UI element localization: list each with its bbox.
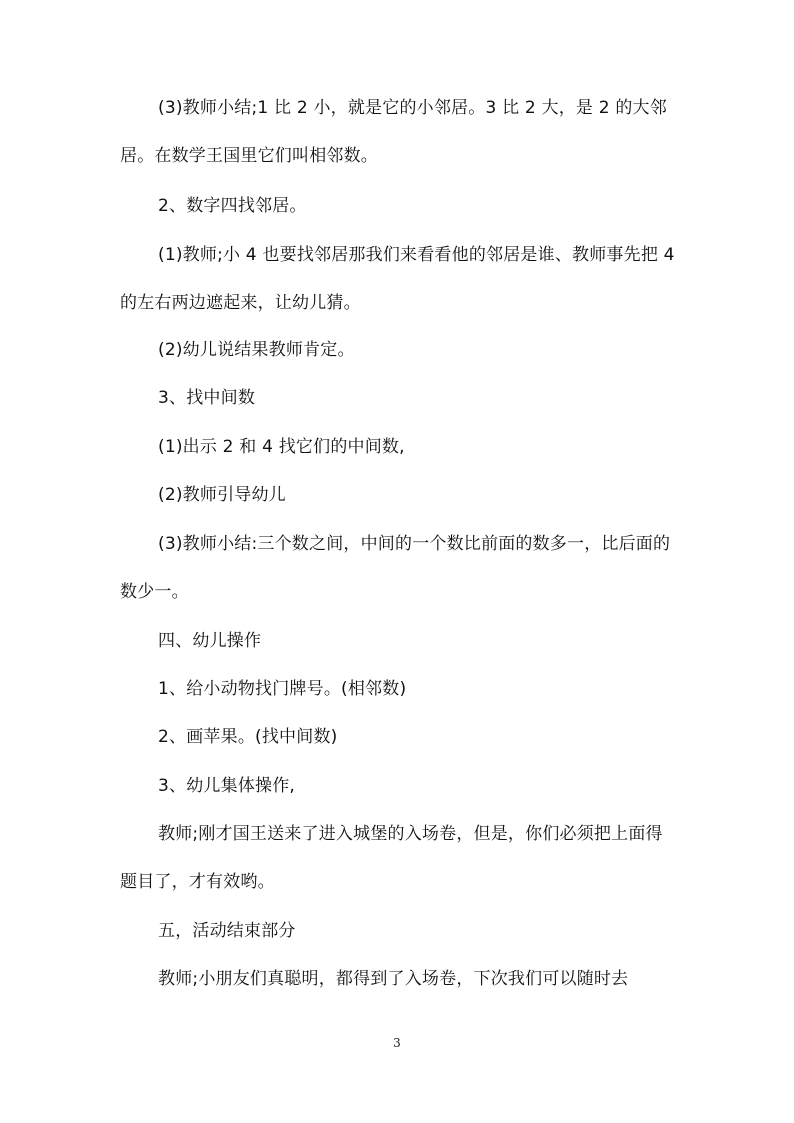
paragraph-teacher-entry-ticket: 教师;刚才国王送来了进入城堡的入场卷，但是，你们必须把上面得题目了，才有效哟。: [120, 824, 663, 892]
paragraph-teacher-praise: 教师;小朋友们真聪明，都得到了入场卷，下次我们可以随时去: [158, 969, 629, 989]
paragraph-draw-apples: 2、画苹果。(找中间数): [158, 727, 338, 747]
paragraph-group-operation: 3、幼儿集体操作,: [158, 776, 296, 796]
paragraph-heading-middle-number: 3、找中间数: [158, 388, 256, 408]
paragraph-heading-children-operation: 四、幼儿操作: [158, 631, 262, 651]
paragraph-teacher-guide: (2)教师引导幼儿: [158, 485, 286, 505]
paragraph-heading-find-neighbors-four: 2、数字四找邻居。: [158, 196, 307, 216]
paragraph-summary-neighbors: (3)教师小结;1 比 2 小，就是它的小邻居。3 比 2 大，是 2 的大邻居。在数学王国里它们叫相邻数。: [120, 98, 667, 166]
paragraph-summary-three-numbers: (3)教师小结:三个数之间，中间的一个数比前面的数多一，比后面的数少一。: [120, 534, 671, 602]
paragraph-animal-door-numbers: 1、给小动物找门牌号。(相邻数): [158, 679, 407, 699]
page-number: 3: [393, 1036, 401, 1050]
paragraph-heading-activity-end: 五，活动结束部分: [158, 921, 296, 941]
paragraph-children-answer: (2)幼儿说结果教师肯定。: [158, 340, 355, 360]
paragraph-teacher-cover-four: (1)教师;小 4 也要找邻居那我们来看看他的邻居是谁、教师事先把 4 的左右两边遮起来，让幼儿猜。: [120, 245, 675, 313]
paragraph-show-two-four: (1)出示 2 和 4 找它们的中间数,: [158, 437, 405, 457]
